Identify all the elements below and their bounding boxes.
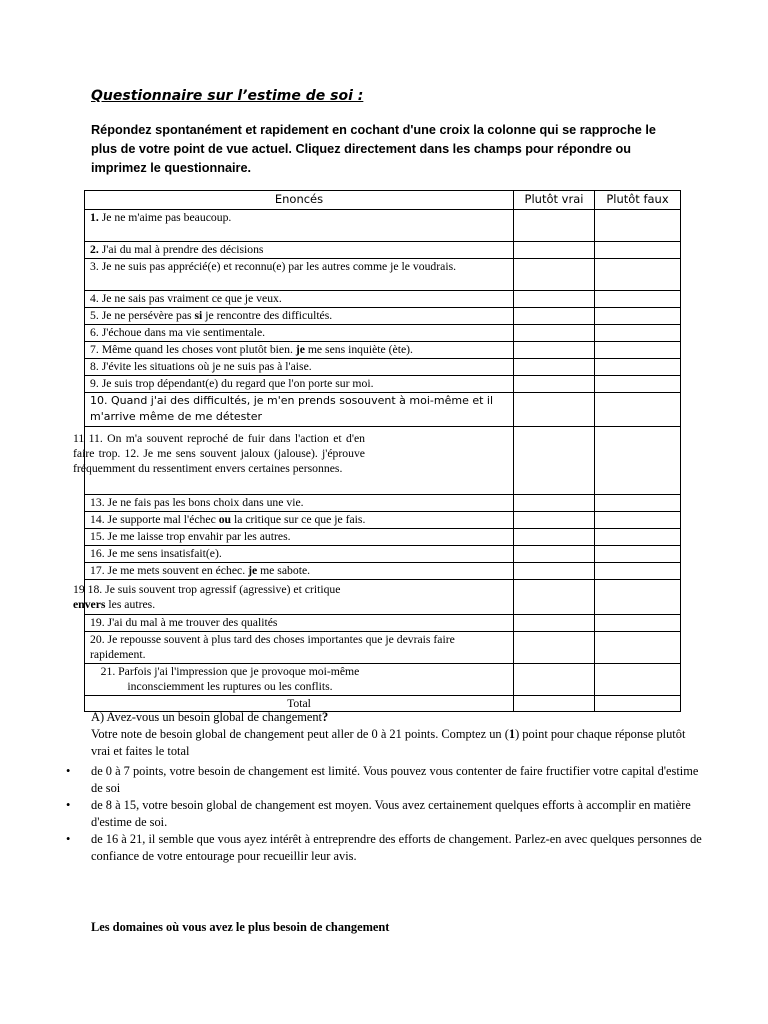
statement-10: 10. Quand j'ai des difficultés, je m'en prends sosouvent à moi-même et il m'arrive même de me détester	[85, 393, 514, 427]
table-row	[85, 664, 681, 696]
table-row	[85, 325, 681, 342]
table-row	[85, 342, 681, 359]
answer-vrai-2[interactable]	[514, 242, 595, 259]
answer-vrai-15[interactable]	[514, 529, 595, 546]
statement-5: 5. Je ne persévère pas si je rencontre des difficultés.	[85, 308, 514, 325]
table-row	[85, 495, 681, 512]
statement-19: 19. J'ai du mal à me trouver des qualités	[85, 615, 514, 632]
answer-faux-5[interactable]	[595, 308, 681, 325]
answer-faux-20[interactable]	[595, 632, 681, 664]
table-row	[85, 546, 681, 563]
answer-vrai-17[interactable]	[514, 563, 595, 580]
statement-20: 20. Je repousse souvent à plus tard des choses importantes que je devrais faire rapidement.	[85, 632, 514, 664]
answer-faux-2[interactable]	[595, 242, 681, 259]
answer-vrai-8[interactable]	[514, 359, 595, 376]
answer-faux-4[interactable]	[595, 291, 681, 308]
statement-4: 4. Je ne sais pas vraiment ce que je veux.	[85, 291, 514, 308]
question-a: A) Avez-vous un besoin global de changement?	[91, 710, 329, 724]
statement-21: 21. Parfois j'ai l'impression que je provoque moi-même inconsciemment les ruptures ou les conflits.	[85, 664, 514, 696]
answer-vrai-11[interactable]	[514, 427, 595, 495]
statement-17: 17. Je me mets souvent en échec. je me sabote.	[85, 563, 514, 580]
answer-faux-7[interactable]	[595, 342, 681, 359]
bullet-icon: •	[66, 764, 71, 778]
table-row	[85, 427, 681, 495]
answer-faux-13[interactable]	[595, 495, 681, 512]
table-row	[85, 580, 681, 615]
instructions: Répondez spontanément et rapidement en cochant d'une croix la colonne qui se rapproche le plus de votre point de vue actuel. Cliquez directement dans les champs pour répondre ou imprimez le questionnaire.	[91, 123, 656, 175]
answer-faux-1[interactable]	[595, 210, 681, 242]
answer-vrai-19[interactable]	[514, 615, 595, 632]
answer-faux-21[interactable]	[595, 664, 681, 696]
answer-vrai-1[interactable]	[514, 210, 595, 242]
table-row	[85, 376, 681, 393]
domains-heading: Les domaines où vous avez le plus besoin de changement	[91, 920, 390, 934]
answer-faux-6[interactable]	[595, 325, 681, 342]
statement-11-12: 11 11. On m'a souvent reproché de fuir dans l'action et d'en faire trop. 12. Je me sens souvent jaloux (jalouse). j'éprouve fréquemment du ressentiment envers certaines personnes.	[85, 427, 514, 495]
header-plutot-vrai: Plutôt vrai	[514, 191, 595, 210]
statement-3: 3. Je ne suis pas apprécié(e) et reconnu(e) par les autres comme je le voudrais.	[85, 259, 514, 291]
statement-6: 6. J'échoue dans ma vie sentimentale.	[85, 325, 514, 342]
table-row	[85, 242, 681, 259]
statement-18: 19 18. Je suis souvent trop agressif (agressive) et critique envers les autres.	[85, 580, 514, 615]
answer-vrai-20[interactable]	[514, 632, 595, 664]
scoring-section	[91, 709, 691, 760]
statement-16: 16. Je me sens insatisfait(e).	[85, 546, 514, 563]
answer-faux-11[interactable]	[595, 427, 681, 495]
answer-faux-15[interactable]	[595, 529, 681, 546]
answer-vrai-3[interactable]	[514, 259, 595, 291]
answer-faux-18[interactable]	[595, 580, 681, 615]
answer-vrai-16[interactable]	[514, 546, 595, 563]
answer-faux-8[interactable]	[595, 359, 681, 376]
header-plutot-faux: Plutôt faux	[595, 191, 681, 210]
answer-faux-3[interactable]	[595, 259, 681, 291]
answer-vrai-18[interactable]	[514, 580, 595, 615]
answer-vrai-9[interactable]	[514, 376, 595, 393]
answer-faux-14[interactable]	[595, 512, 681, 529]
list-item: • de 16 à 21, il semble que vous ayez intérêt à entreprendre des efforts de changement. Parlez-en avec quelques personnes de confiance de votre entourage pour recueillir leur avis.	[66, 832, 702, 863]
answer-faux-16[interactable]	[595, 546, 681, 563]
table-row	[85, 512, 681, 529]
table-row	[85, 529, 681, 546]
table-row	[85, 291, 681, 308]
answer-vrai-14[interactable]	[514, 512, 595, 529]
list-item: • de 8 à 15, votre besoin global de changement est moyen. Vous avez certainement quelques efforts à accomplir en matière d'estime de soi.	[66, 798, 691, 829]
answer-faux-17[interactable]	[595, 563, 681, 580]
table-row	[85, 615, 681, 632]
header-enonces: Enoncés	[85, 191, 514, 210]
answer-vrai-5[interactable]	[514, 308, 595, 325]
answer-vrai-21[interactable]	[514, 664, 595, 696]
statement-7: 7. Même quand les choses vont plutôt bien. je me sens inquiète (ète).	[85, 342, 514, 359]
answer-faux-19[interactable]	[595, 615, 681, 632]
answer-vrai-6[interactable]	[514, 325, 595, 342]
answer-faux-10[interactable]	[595, 393, 681, 427]
bullet-icon: •	[66, 832, 71, 846]
statement-2: 2. J'ai du mal à prendre des décisions	[85, 242, 514, 259]
score-bullet-list	[66, 763, 706, 865]
statement-9: 9. Je suis trop dépendant(e) du regard que l'on porte sur moi.	[85, 376, 514, 393]
table-row	[85, 359, 681, 376]
table-row	[85, 632, 681, 664]
answer-faux-9[interactable]	[595, 376, 681, 393]
table-row	[85, 210, 681, 242]
page-title: Questionnaire sur l’estime de soi :	[91, 88, 364, 104]
answer-vrai-7[interactable]	[514, 342, 595, 359]
statement-1: 1. Je ne m'aime pas beaucoup.	[85, 210, 514, 242]
answer-vrai-10[interactable]	[514, 393, 595, 427]
answer-vrai-13[interactable]	[514, 495, 595, 512]
statement-13: 13. Je ne fais pas les bons choix dans une vie.	[85, 495, 514, 512]
table-row	[85, 308, 681, 325]
bullet-icon: •	[66, 798, 71, 812]
table-row	[85, 259, 681, 291]
statement-8: 8. J'évite les situations où je ne suis pas à l'aise.	[85, 359, 514, 376]
score-intro: Votre note de besoin global de changement peut aller de 0 à 21 points. Comptez un (1) point pour chaque réponse plutôt vrai et faites le total	[91, 727, 686, 758]
questionnaire-table	[73, 190, 681, 712]
statement-14: 14. Je supporte mal l'échec ou la critique sur ce que je fais.	[85, 512, 514, 529]
statement-15: 15. Je me laisse trop envahir par les autres.	[85, 529, 514, 546]
table-row	[85, 393, 681, 427]
table-header-row	[85, 191, 681, 210]
list-item: • de 0 à 7 points, votre besoin de changement est limité. Vous pouvez vous contenter de faire fructifier votre capital d'estime de soi	[66, 764, 699, 795]
answer-vrai-4[interactable]	[514, 291, 595, 308]
table-row	[85, 563, 681, 580]
total-label: Total	[85, 696, 514, 712]
